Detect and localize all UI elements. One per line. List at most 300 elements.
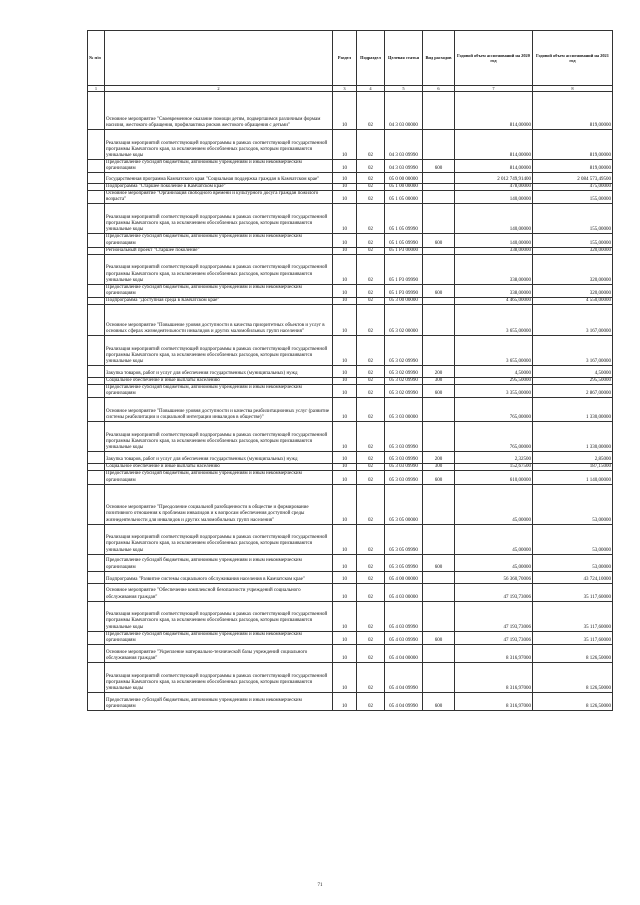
row-razdel-cell: 10: [333, 204, 357, 234]
row-razdel-cell: 10: [333, 398, 357, 422]
row-amount-2020-cell: 3 655,00000: [455, 305, 533, 336]
row-amount-2020-cell: 3 655,00000: [455, 336, 533, 366]
row-target-article-cell: 05 3 02 00000: [385, 305, 423, 336]
row-num-cell: [88, 571, 105, 583]
row-razdel-cell: 10: [333, 297, 357, 304]
row-expense-type-cell: [423, 484, 455, 524]
colnum-1: 1: [88, 86, 105, 92]
header-podrazdel: Подраздел: [357, 31, 385, 86]
row-amount-2020-cell: 47 193,73006: [455, 601, 533, 631]
row-podrazdel-cell: 02: [357, 305, 385, 336]
row-amount-2020-cell: 45,00000: [455, 524, 533, 554]
row-expense-type-cell: 600: [423, 692, 455, 710]
row-amount-2021-cell: 475,00000: [533, 184, 613, 191]
row-name-cell: Основное мероприятие "Повышение уровня доступности и качества реабилитационных услуг (развитие системы реабилитации и социальной интеграции инвалидов в обществе)": [105, 398, 333, 422]
colnum-6: 6: [423, 86, 455, 92]
row-podrazdel-cell: 02: [357, 204, 385, 234]
row-podrazdel-cell: 02: [357, 692, 385, 710]
row-razdel-cell: 10: [333, 631, 357, 644]
row-num-cell: [88, 385, 105, 398]
row-target-article-cell: 05 3 03 09990: [385, 464, 423, 471]
header-year-2021: Годовой объем ассигнований на 2021 год: [533, 31, 613, 86]
header-year-2020: Годовой объем ассигнований на 2020 год: [455, 31, 533, 86]
row-target-article-cell: 05 3 02 09990: [385, 378, 423, 385]
row-name-cell: Закупка товаров, работ и услуг для обеспечения государственных (муниципальных) нужд: [105, 366, 333, 378]
header-razdel: Раздел: [333, 31, 357, 86]
row-name-cell: Подпрограмма "Развитие системы социального обслуживания населения в Камчатском крае": [105, 571, 333, 583]
table-row: [88, 254, 613, 284]
row-podrazdel-cell: 02: [357, 284, 385, 297]
table-row: [88, 191, 613, 204]
row-name-cell: Социальное обеспечение и иные выплаты населению: [105, 464, 333, 471]
row-expense-type-cell: 600: [423, 471, 455, 484]
row-name-cell: Подпрограмма "Доступная среда в Камчатском крае": [105, 297, 333, 304]
row-name-cell: Региональный проект "Старшее поколение": [105, 247, 333, 254]
row-podrazdel-cell: 02: [357, 297, 385, 304]
row-podrazdel-cell: 02: [357, 583, 385, 601]
row-razdel-cell: 10: [333, 524, 357, 554]
row-num-cell: [88, 484, 105, 524]
table-row: [88, 644, 613, 662]
row-razdel-cell: 10: [333, 583, 357, 601]
row-amount-2020-cell: 765,00000: [455, 422, 533, 452]
row-expense-type-cell: 600: [423, 631, 455, 644]
table-row: [88, 160, 613, 173]
row-podrazdel-cell: 02: [357, 191, 385, 204]
row-num-cell: [88, 662, 105, 692]
row-amount-2021-cell: 2 084 573,49500: [533, 173, 613, 184]
budget-table-sheet: [87, 30, 612, 711]
row-expense-type-cell: [423, 398, 455, 422]
row-podrazdel-cell: 02: [357, 571, 385, 583]
row-name-cell: Предоставление субсидий бюджетным, автономным учреждениям и иным некоммерческим организациям: [105, 385, 333, 398]
header-name: [105, 31, 333, 86]
row-target-article-cell: 05 4 04 09990: [385, 662, 423, 692]
row-num-cell: [88, 631, 105, 644]
row-target-article-cell: 05 1 05 09990: [385, 234, 423, 247]
row-amount-2021-cell: 2,85000: [533, 452, 613, 464]
row-name-cell: Реализация мероприятий соответствующей подпрограммы в рамках соответствующей государственной программы Камчатского края, за исключением обособленных расходов, которым присваиваются уникальные коды: [105, 130, 333, 160]
row-amount-2020-cell: 47 193,73006: [455, 583, 533, 601]
row-amount-2020-cell: 338,00000: [455, 247, 533, 254]
row-razdel-cell: 10: [333, 92, 357, 130]
row-num-cell: [88, 284, 105, 297]
row-amount-2020-cell: 4,50000: [455, 366, 533, 378]
row-razdel-cell: 10: [333, 662, 357, 692]
table-row: [88, 92, 613, 130]
row-target-article-cell: 05 3 05 09990: [385, 524, 423, 554]
row-num-cell: [88, 204, 105, 234]
row-podrazdel-cell: 02: [357, 464, 385, 471]
row-amount-2021-cell: 295,50000: [533, 378, 613, 385]
row-podrazdel-cell: 02: [357, 160, 385, 173]
row-razdel-cell: 10: [333, 378, 357, 385]
row-num-cell: [88, 191, 105, 204]
row-amount-2021-cell: 155,00000: [533, 204, 613, 234]
row-expense-type-cell: [423, 583, 455, 601]
row-name-cell: Предоставление субсидий бюджетным, автономным учреждениям и иным некоммерческим организациям: [105, 692, 333, 710]
row-razdel-cell: 10: [333, 422, 357, 452]
row-razdel-cell: 10: [333, 554, 357, 571]
row-expense-type-cell: [423, 305, 455, 336]
row-podrazdel-cell: 02: [357, 554, 385, 571]
row-target-article-cell: 05 3 03 00000: [385, 398, 423, 422]
row-podrazdel-cell: 02: [357, 385, 385, 398]
row-name-cell: Реализация мероприятий соответствующей подпрограммы в рамках соответствующей государственной программы Камчатского края, за исключением обособленных расходов, которым присваиваются уникальные коды: [105, 336, 333, 366]
row-expense-type-cell: [423, 130, 455, 160]
row-expense-type-cell: [423, 422, 455, 452]
row-amount-2020-cell: 45,00000: [455, 554, 533, 571]
row-name-cell: Закупка товаров, работ и услуг для обеспечения государственных (муниципальных) нужд: [105, 452, 333, 464]
header-expense-type: Вид расходов: [423, 31, 455, 86]
row-num-cell: [88, 524, 105, 554]
row-expense-type-cell: [423, 204, 455, 234]
row-amount-2020-cell: 8 316,97000: [455, 662, 533, 692]
row-target-article-cell: 05 1 P3 09990: [385, 254, 423, 284]
row-amount-2021-cell: 320,00000: [533, 247, 613, 254]
table-body: [88, 92, 613, 711]
table-row: [88, 662, 613, 692]
row-amount-2020-cell: 2,32500: [455, 452, 533, 464]
row-amount-2020-cell: 478,00000: [455, 184, 533, 191]
row-target-article-cell: 05 4 03 09990: [385, 601, 423, 631]
table-row: [88, 583, 613, 601]
row-expense-type-cell: [423, 247, 455, 254]
table-row: [88, 464, 613, 471]
row-target-article-cell: 05 3 02 09990: [385, 336, 423, 366]
row-razdel-cell: 10: [333, 254, 357, 284]
row-target-article-cell: 05 1 P3 00000: [385, 247, 423, 254]
row-razdel-cell: 10: [333, 452, 357, 464]
row-num-cell: [88, 398, 105, 422]
row-num-cell: [88, 471, 105, 484]
row-target-article-cell: 05 4 04 09990: [385, 692, 423, 710]
header-target-article: Целевая статья: [385, 31, 423, 86]
row-expense-type-cell: 300: [423, 378, 455, 385]
row-num-cell: [88, 184, 105, 191]
row-target-article-cell: 05 1 P3 09990: [385, 284, 423, 297]
row-expense-type-cell: [423, 254, 455, 284]
colnum-8: 8: [533, 86, 613, 92]
row-podrazdel-cell: 02: [357, 247, 385, 254]
row-num-cell: [88, 422, 105, 452]
row-amount-2021-cell: 4,50000: [533, 366, 613, 378]
row-target-article-cell: 05 3 02 09990: [385, 366, 423, 378]
table-row: [88, 378, 613, 385]
table-row: [88, 571, 613, 583]
row-razdel-cell: 10: [333, 692, 357, 710]
row-podrazdel-cell: 02: [357, 484, 385, 524]
row-razdel-cell: 10: [333, 284, 357, 297]
row-expense-type-cell: 600: [423, 385, 455, 398]
row-expense-type-cell: [423, 644, 455, 662]
row-podrazdel-cell: 02: [357, 254, 385, 284]
table-row: [88, 452, 613, 464]
row-target-article-cell: 05 3 03 09990: [385, 452, 423, 464]
row-podrazdel-cell: 02: [357, 234, 385, 247]
row-amount-2021-cell: 819,00000: [533, 92, 613, 130]
row-razdel-cell: 10: [333, 173, 357, 184]
row-razdel-cell: 10: [333, 305, 357, 336]
table-row: [88, 184, 613, 191]
row-razdel-cell: 10: [333, 234, 357, 247]
row-podrazdel-cell: 02: [357, 631, 385, 644]
row-amount-2021-cell: 819,00000: [533, 160, 613, 173]
row-amount-2020-cell: 152,67500: [455, 464, 533, 471]
table-row: [88, 234, 613, 247]
row-num-cell: [88, 297, 105, 304]
row-target-article-cell: 05 3 03 09990: [385, 471, 423, 484]
row-amount-2020-cell: 8 316,97000: [455, 692, 533, 710]
row-amount-2021-cell: 8 126,50000: [533, 662, 613, 692]
table-row: [88, 336, 613, 366]
row-num-cell: [88, 554, 105, 571]
row-target-article-cell: 05 1 00 00000: [385, 184, 423, 191]
row-expense-type-cell: 600: [423, 554, 455, 571]
row-expense-type-cell: 600: [423, 284, 455, 297]
row-amount-2020-cell: 765,00000: [455, 398, 533, 422]
row-target-article-cell: 05 1 05 00000: [385, 191, 423, 204]
row-razdel-cell: 10: [333, 184, 357, 191]
row-amount-2021-cell: 3 167,00000: [533, 336, 613, 366]
row-name-cell: Предоставление субсидий бюджетным, автономным учреждениям и иным некоммерческим организациям: [105, 631, 333, 644]
row-amount-2020-cell: 140,00000: [455, 191, 533, 204]
row-amount-2020-cell: 338,00000: [455, 284, 533, 297]
row-name-cell: Подпрограмма "Старшее поколение в Камчатском крае": [105, 184, 333, 191]
row-podrazdel-cell: 02: [357, 601, 385, 631]
row-amount-2021-cell: 320,00000: [533, 254, 613, 284]
row-target-article-cell: 05 4 04 00000: [385, 644, 423, 662]
table-header-row: [88, 31, 613, 86]
row-podrazdel-cell: 02: [357, 378, 385, 385]
row-amount-2021-cell: 35 117,60000: [533, 583, 613, 601]
row-num-cell: [88, 305, 105, 336]
row-num-cell: [88, 336, 105, 366]
row-amount-2020-cell: 47 193,73006: [455, 631, 533, 644]
row-razdel-cell: 10: [333, 571, 357, 583]
row-amount-2021-cell: 155,00000: [533, 234, 613, 247]
row-razdel-cell: 10: [333, 601, 357, 631]
row-num-cell: [88, 234, 105, 247]
row-num-cell: [88, 692, 105, 710]
colnum-2: 2: [105, 86, 333, 92]
row-razdel-cell: 10: [333, 464, 357, 471]
row-target-article-cell: 05 0 00 00000: [385, 173, 423, 184]
row-num-cell: [88, 130, 105, 160]
table-row: [88, 366, 613, 378]
row-amount-2021-cell: 35 117,60000: [533, 601, 613, 631]
row-expense-type-cell: [423, 297, 455, 304]
row-name-cell: Реализация мероприятий соответствующей подпрограммы в рамках соответствующей государственной программы Камчатского края, за исключением обособленных расходов, которым присваиваются уникальные коды: [105, 422, 333, 452]
table-row: [88, 554, 613, 571]
row-name-cell: Государственная программа Камчатского края "Социальная поддержка граждан в Камчатском крае": [105, 173, 333, 184]
row-num-cell: [88, 254, 105, 284]
row-name-cell: Основное мероприятие "Организация свободного времени и культурного досуга граждан пожилого возраста": [105, 191, 333, 204]
row-podrazdel-cell: 02: [357, 422, 385, 452]
row-amount-2020-cell: 338,00000: [455, 254, 533, 284]
row-name-cell: Основное мероприятие "Обеспечение комплексной безопасности учреждений социального обслуживания граждан": [105, 583, 333, 601]
row-podrazdel-cell: 02: [357, 366, 385, 378]
row-name-cell: Реализация мероприятий соответствующей подпрограммы в рамках соответствующей государственной программы Камчатского края, за исключением обособленных расходов, которым присваиваются уникальные коды: [105, 601, 333, 631]
row-amount-2021-cell: 8 126,50000: [533, 644, 613, 662]
row-num-cell: [88, 173, 105, 184]
row-amount-2021-cell: 4 550,00000: [533, 297, 613, 304]
colnum-3: 3: [333, 86, 357, 92]
row-name-cell: Основное мероприятие "Укрепление материально-технической базы учреждений социального обслуживания граждан": [105, 644, 333, 662]
row-amount-2020-cell: 8 316,97000: [455, 644, 533, 662]
row-num-cell: [88, 644, 105, 662]
row-podrazdel-cell: 02: [357, 336, 385, 366]
row-amount-2020-cell: 140,00000: [455, 234, 533, 247]
table-row: [88, 204, 613, 234]
table-row: [88, 631, 613, 644]
row-amount-2021-cell: 53,00000: [533, 484, 613, 524]
row-expense-type-cell: 600: [423, 160, 455, 173]
row-amount-2021-cell: 155,00000: [533, 191, 613, 204]
row-num-cell: [88, 452, 105, 464]
row-podrazdel-cell: 02: [357, 398, 385, 422]
row-razdel-cell: 10: [333, 336, 357, 366]
row-razdel-cell: 10: [333, 471, 357, 484]
row-amount-2020-cell: 56 360,70006: [455, 571, 533, 583]
table-row: [88, 601, 613, 631]
row-expense-type-cell: [423, 184, 455, 191]
row-razdel-cell: 10: [333, 644, 357, 662]
row-name-cell: Реализация мероприятий соответствующей подпрограммы в рамках соответствующей государственной программы Камчатского края, за исключением обособленных расходов, которым присваиваются уникальные коды: [105, 254, 333, 284]
row-target-article-cell: 05 3 05 00000: [385, 484, 423, 524]
row-podrazdel-cell: 02: [357, 173, 385, 184]
table-row: [88, 398, 613, 422]
row-amount-2021-cell: 1 330,00000: [533, 422, 613, 452]
table-row: [88, 173, 613, 184]
row-num-cell: [88, 160, 105, 173]
row-amount-2021-cell: 53,00000: [533, 524, 613, 554]
row-name-cell: Предоставление субсидий бюджетным, автономным учреждениям и иным некоммерческим организациям: [105, 554, 333, 571]
table-row: [88, 305, 613, 336]
row-target-article-cell: 05 4 03 00000: [385, 583, 423, 601]
row-num-cell: [88, 92, 105, 130]
row-expense-type-cell: [423, 571, 455, 583]
row-amount-2020-cell: 4 465,00000: [455, 297, 533, 304]
row-amount-2021-cell: 35 117,60000: [533, 631, 613, 644]
page-number: 71: [317, 883, 323, 888]
row-name-cell: Основное мероприятие "Преодоление социальной разобщенности в обществе и формирование позитивного отношения к проблемам инвалидов и к вопросам обеспечения доступной среды жизнедеятельности для инвалидов и других маломобильных групп населения": [105, 484, 333, 524]
row-amount-2021-cell: 2 867,00000: [533, 385, 613, 398]
row-name-cell: Основное мероприятие "Повышение уровня доступности в качества приоритетных объектов и услуг в основных сферах жизнедеятельности инвалидов и других маломобильных групп населения": [105, 305, 333, 336]
row-target-article-cell: 04 3 03 09990: [385, 130, 423, 160]
header-num: № п/п: [88, 31, 105, 86]
row-num-cell: [88, 247, 105, 254]
row-expense-type-cell: 200: [423, 366, 455, 378]
table-row: [88, 692, 613, 710]
row-amount-2021-cell: 1 140,00000: [533, 471, 613, 484]
row-podrazdel-cell: 02: [357, 662, 385, 692]
row-razdel-cell: 10: [333, 366, 357, 378]
row-amount-2021-cell: 53,00000: [533, 554, 613, 571]
row-target-article-cell: 05 3 05 09990: [385, 554, 423, 571]
budget-table: [87, 30, 613, 711]
row-podrazdel-cell: 02: [357, 130, 385, 160]
row-amount-2020-cell: 814,00000: [455, 130, 533, 160]
row-expense-type-cell: 200: [423, 452, 455, 464]
row-razdel-cell: 10: [333, 160, 357, 173]
row-name-cell: Предоставление субсидий бюджетным, автономным учреждениям и иным некоммерческим организациям: [105, 160, 333, 173]
row-amount-2021-cell: 3 167,00000: [533, 305, 613, 336]
table-row: [88, 471, 613, 484]
row-target-article-cell: 05 4 03 09990: [385, 631, 423, 644]
row-name-cell: Предоставление субсидий бюджетным, автономным учреждениям и иным некоммерческим организациям: [105, 284, 333, 297]
row-target-article-cell: 05 4 00 00000: [385, 571, 423, 583]
row-amount-2020-cell: 295,50000: [455, 378, 533, 385]
table-row: [88, 130, 613, 160]
row-expense-type-cell: [423, 191, 455, 204]
row-amount-2020-cell: 610,00000: [455, 471, 533, 484]
row-num-cell: [88, 601, 105, 631]
row-num-cell: [88, 378, 105, 385]
row-amount-2020-cell: 2 012 749,91400: [455, 173, 533, 184]
row-num-cell: [88, 464, 105, 471]
row-name-cell: Реализация мероприятий соответствующей подпрограммы в рамках соответствующей государственной программы Камчатского края, за исключением обособленных расходов, которым присваиваются уникальные коды: [105, 662, 333, 692]
row-name-cell: Предоставление субсидий бюджетным, автономным учреждениям и иным некоммерческим организациям: [105, 234, 333, 247]
row-amount-2020-cell: 45,00000: [455, 484, 533, 524]
row-expense-type-cell: 300: [423, 464, 455, 471]
row-expense-type-cell: [423, 173, 455, 184]
row-name-cell: Социальное обеспечение и иные выплаты населению: [105, 378, 333, 385]
row-amount-2021-cell: 187,15000: [533, 464, 613, 471]
row-amount-2020-cell: 140,00000: [455, 204, 533, 234]
row-razdel-cell: 10: [333, 484, 357, 524]
row-name-cell: Реализация мероприятий соответствующей подпрограммы в рамках соответствующей государственной программы Камчатского края, за исключением обособленных расходов, которым присваиваются уникальные коды: [105, 524, 333, 554]
row-razdel-cell: 10: [333, 191, 357, 204]
row-target-article-cell: 05 3 02 09990: [385, 385, 423, 398]
table-row: [88, 284, 613, 297]
table-row: [88, 385, 613, 398]
row-amount-2020-cell: 3 355,00000: [455, 385, 533, 398]
table-row: [88, 524, 613, 554]
row-expense-type-cell: 600: [423, 234, 455, 247]
row-target-article-cell: 05 3 03 09990: [385, 422, 423, 452]
row-amount-2021-cell: 819,00000: [533, 130, 613, 160]
row-name-cell: Основное мероприятие "Своевременное оказание помощи детям, подвергшимся различным формам насилия, жестокого обращения, профилактика рисков жестокого обращения с детьми": [105, 92, 333, 130]
row-target-article-cell: 05 1 05 09990: [385, 204, 423, 234]
row-razdel-cell: 10: [333, 385, 357, 398]
table-row: [88, 297, 613, 304]
row-razdel-cell: 10: [333, 247, 357, 254]
colnum-5: 5: [385, 86, 423, 92]
row-name-cell: Предоставление субсидий бюджетным, автономным учреждениям и иным некоммерческим организациям: [105, 471, 333, 484]
row-podrazdel-cell: 02: [357, 452, 385, 464]
row-expense-type-cell: [423, 662, 455, 692]
colnum-4: 4: [357, 86, 385, 92]
row-expense-type-cell: [423, 601, 455, 631]
row-num-cell: [88, 583, 105, 601]
row-amount-2020-cell: 814,00000: [455, 92, 533, 130]
row-podrazdel-cell: 02: [357, 644, 385, 662]
row-amount-2021-cell: 43 724,10000: [533, 571, 613, 583]
row-podrazdel-cell: 02: [357, 471, 385, 484]
table-row: [88, 247, 613, 254]
row-target-article-cell: 04 3 03 09990: [385, 160, 423, 173]
row-amount-2020-cell: 814,00000: [455, 160, 533, 173]
row-target-article-cell: 05 3 00 00000: [385, 297, 423, 304]
table-row: [88, 422, 613, 452]
row-podrazdel-cell: 02: [357, 184, 385, 191]
row-target-article-cell: 04 3 03 00000: [385, 92, 423, 130]
row-expense-type-cell: [423, 336, 455, 366]
row-amount-2021-cell: 8 126,50000: [533, 692, 613, 710]
row-amount-2021-cell: 1 330,00000: [533, 398, 613, 422]
table-row: [88, 484, 613, 524]
